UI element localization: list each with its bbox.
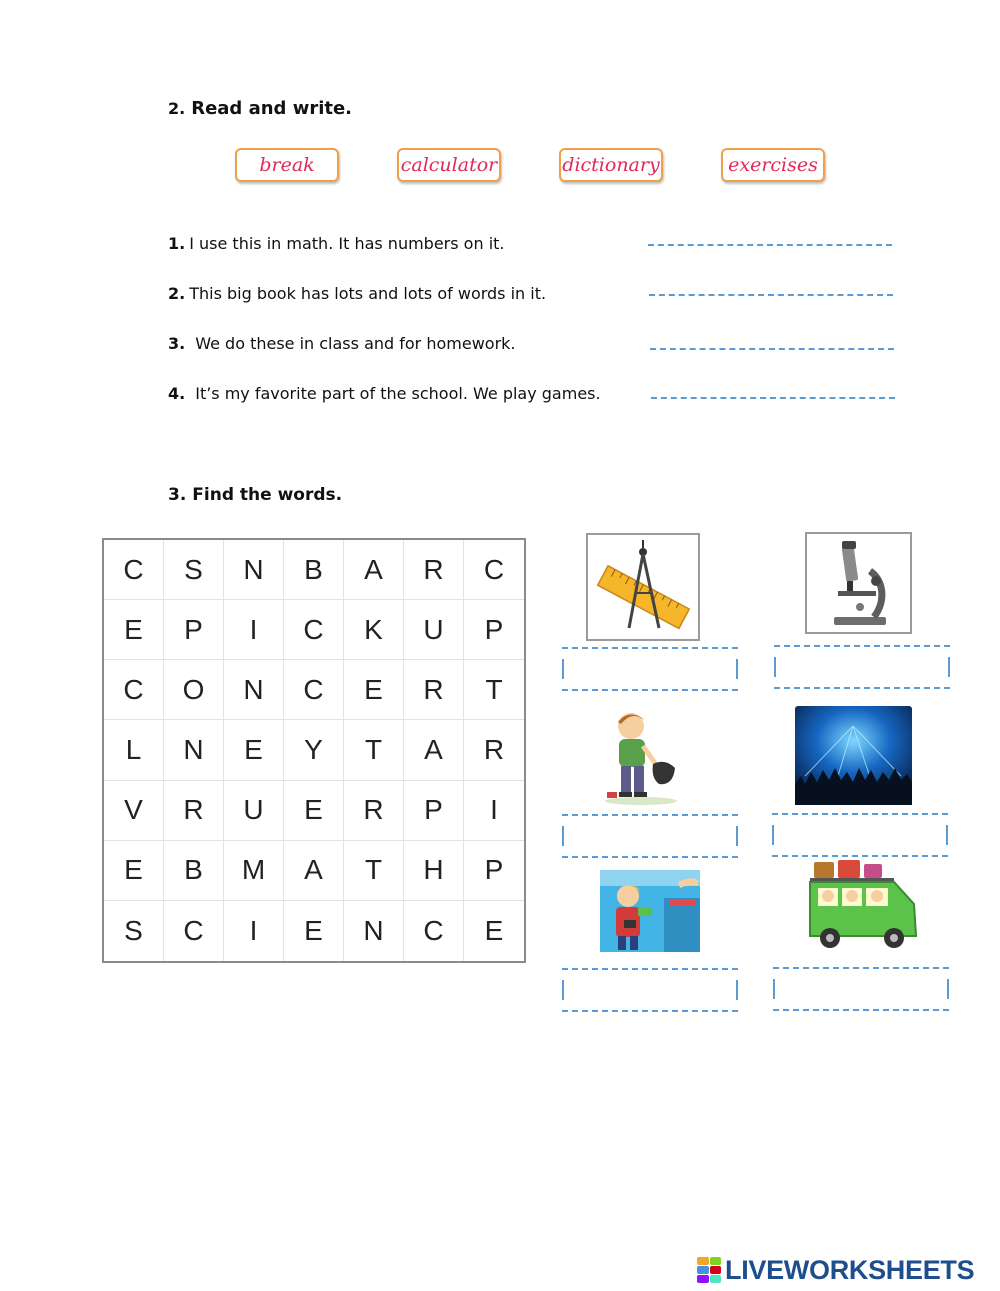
grid-cell-r4-c2[interactable]: N [164, 720, 224, 780]
grid-cell-r3-c6[interactable]: R [404, 660, 464, 720]
grid-cell-r3-c3[interactable]: N [224, 660, 284, 720]
grid-cell-r3-c7[interactable]: T [464, 660, 524, 720]
word-search-grid [102, 538, 526, 963]
grid-cell-r5-c5[interactable]: R [344, 781, 404, 841]
question-4-number: 4. [168, 384, 186, 403]
question-1-text: I use this in math. It has numbers on it. [189, 234, 505, 253]
grid-cell-r7-c2[interactable]: C [164, 901, 224, 961]
boy-paying-cashier-icon [600, 870, 700, 952]
grid-cell-r4-c6[interactable]: A [404, 720, 464, 780]
grid-cell-r3-c5[interactable]: E [344, 660, 404, 720]
section-3-heading [168, 485, 342, 505]
question-3-number: 3. [168, 334, 186, 353]
section-2-number: 2. [168, 99, 186, 118]
microscope-icon [814, 537, 904, 629]
grid-cell-r2-c2[interactable]: P [164, 600, 224, 660]
grid-cell-r2-c3[interactable]: I [224, 600, 284, 660]
compass-ruler-picture [586, 533, 700, 641]
logo-text: LIVEWORKSHEETS [725, 1254, 975, 1285]
logo-square-1 [697, 1257, 709, 1265]
question-4 [168, 384, 601, 403]
picture-answer-box-2[interactable] [774, 645, 950, 689]
grid-cell-r1-c4[interactable]: B [284, 540, 344, 600]
question-3 [168, 334, 516, 353]
boy-picking-up-trash-icon [601, 706, 681, 806]
picture-answer-box-1[interactable] [562, 647, 738, 691]
microscope-picture [805, 532, 912, 634]
grid-cell-r2-c1[interactable]: E [104, 600, 164, 660]
section-3-title: Find the words. [192, 485, 343, 505]
grid-cell-r1-c1[interactable]: C [104, 540, 164, 600]
grid-cell-r3-c2[interactable]: O [164, 660, 224, 720]
grid-cell-r4-c4[interactable]: Y [284, 720, 344, 780]
grid-cell-r2-c5[interactable]: K [344, 600, 404, 660]
section-2-heading [168, 98, 352, 119]
word-bank-calculator: calculator [397, 148, 501, 182]
grid-cell-r1-c7[interactable]: C [464, 540, 524, 600]
grid-cell-r4-c3[interactable]: E [224, 720, 284, 780]
liveworksheets-logo-icon [697, 1257, 721, 1283]
grid-cell-r6-c1[interactable]: E [104, 841, 164, 901]
grid-cell-r5-c7[interactable]: I [464, 781, 524, 841]
grid-cell-r6-c4[interactable]: A [284, 841, 344, 901]
concert-crowd-icon [795, 706, 912, 805]
grid-cell-r6-c7[interactable]: P [464, 841, 524, 901]
answer-field-2[interactable] [649, 294, 893, 296]
grid-cell-r1-c2[interactable]: S [164, 540, 224, 600]
school-trip-picture [806, 860, 920, 952]
grid-cell-r2-c7[interactable]: P [464, 600, 524, 660]
logo-square-3 [697, 1266, 709, 1274]
logo-square-4 [710, 1266, 722, 1274]
grid-cell-r4-c7[interactable]: R [464, 720, 524, 780]
grid-cell-r5-c3[interactable]: U [224, 781, 284, 841]
word-bank-break: break [235, 148, 339, 182]
picture-answer-box-5[interactable] [562, 968, 738, 1012]
grid-cell-r7-c3[interactable]: I [224, 901, 284, 961]
grid-cell-r1-c5[interactable]: A [344, 540, 404, 600]
grid-cell-r6-c3[interactable]: M [224, 841, 284, 901]
question-2 [168, 284, 546, 303]
grid-cell-r5-c6[interactable]: P [404, 781, 464, 841]
grid-cell-r5-c2[interactable]: R [164, 781, 224, 841]
logo-square-5 [697, 1275, 709, 1283]
logo-square-6 [710, 1275, 722, 1283]
grid-cell-r1-c6[interactable]: R [404, 540, 464, 600]
grid-cell-r2-c4[interactable]: C [284, 600, 344, 660]
question-3-text: We do these in class and for homework. [195, 334, 516, 353]
picture-answer-box-6[interactable] [773, 967, 949, 1011]
liveworksheets-logo [697, 1255, 974, 1285]
grid-cell-r5-c1[interactable]: V [104, 781, 164, 841]
grid-cell-r4-c5[interactable]: T [344, 720, 404, 780]
answer-field-3[interactable] [650, 348, 894, 350]
cashier-picture [600, 870, 700, 952]
grid-cell-r7-c4[interactable]: E [284, 901, 344, 961]
grid-cell-r6-c2[interactable]: B [164, 841, 224, 901]
pick-up-picture [600, 705, 682, 807]
section-2-title: Read and write. [191, 98, 353, 119]
question-2-number: 2. [168, 284, 186, 303]
grid-cell-r7-c6[interactable]: C [404, 901, 464, 961]
grid-cell-r2-c6[interactable]: U [404, 600, 464, 660]
compass-ruler-icon [591, 538, 695, 636]
picture-answer-box-3[interactable] [562, 814, 738, 858]
grid-cell-r4-c1[interactable]: L [104, 720, 164, 780]
school-trip-van-icon [806, 860, 920, 952]
grid-cell-r1-c3[interactable]: N [224, 540, 284, 600]
grid-cell-r7-c7[interactable]: E [484, 914, 504, 946]
question-1-number: 1. [168, 234, 186, 253]
grid-cell-r6-c6[interactable]: H [404, 841, 464, 901]
word-bank-dictionary: dictionary [559, 148, 663, 182]
grid-cell-r3-c4[interactable]: C [284, 660, 344, 720]
answer-field-1[interactable] [648, 244, 892, 246]
question-2-text: This big book has lots and lots of words in it. [189, 284, 547, 303]
picture-answer-box-4[interactable] [772, 813, 948, 857]
question-4-text: It’s my favorite part of the school. We play games. [195, 384, 601, 403]
answer-field-4[interactable] [651, 397, 895, 399]
grid-cell-r5-c4[interactable]: E [284, 781, 344, 841]
section-3-number: 3. [168, 485, 187, 505]
grid-cell-r7-c5[interactable]: N [344, 901, 404, 961]
question-1 [168, 234, 505, 253]
grid-cell-r6-c5[interactable]: T [344, 841, 404, 901]
word-bank-exercises: exercises [721, 148, 825, 182]
logo-square-2 [710, 1257, 722, 1265]
concert-picture [795, 706, 912, 805]
grid-cell-r3-c1[interactable]: C [104, 660, 164, 720]
grid-cell-r7-c1[interactable]: S [104, 901, 164, 961]
